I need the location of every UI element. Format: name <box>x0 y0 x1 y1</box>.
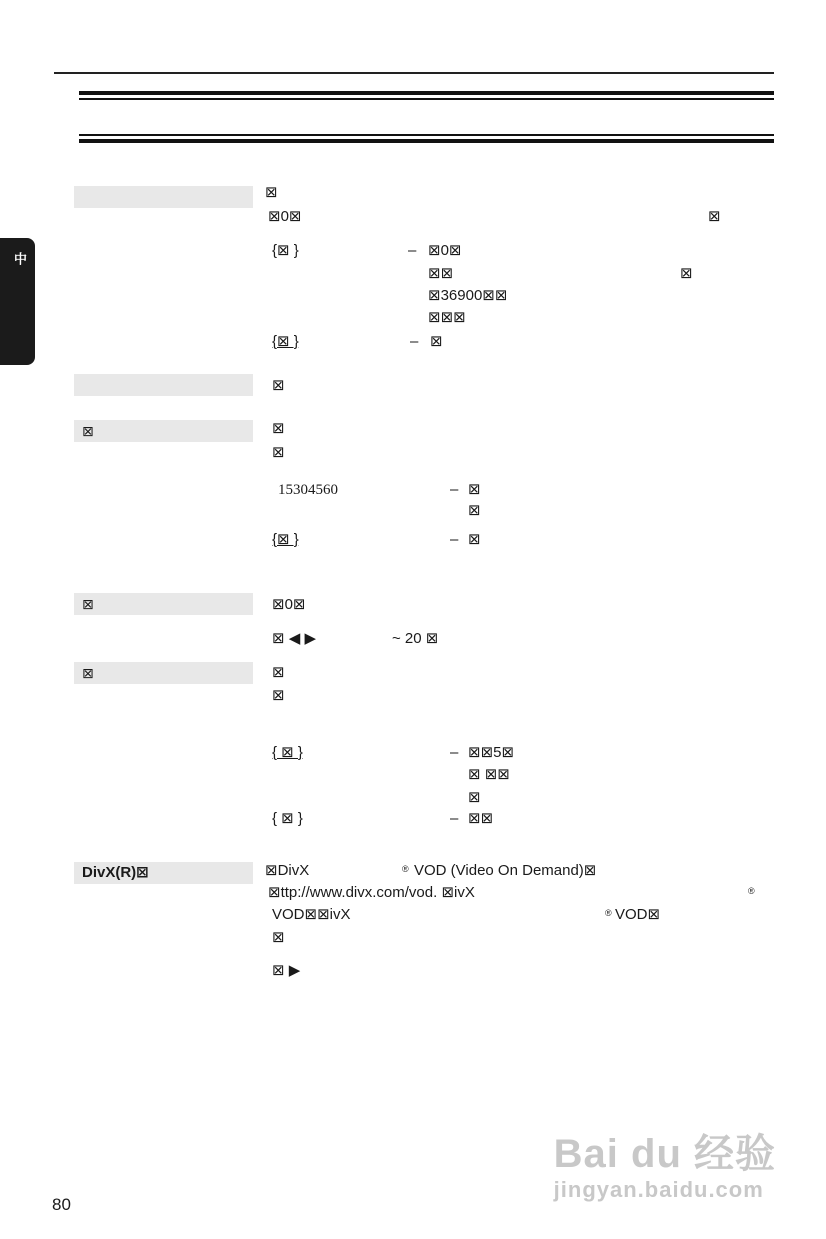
r6-reg-1: ® <box>402 864 409 874</box>
r3-option2-desc: ⊠ <box>468 531 481 548</box>
r1-option1-desc2: ⊠⊠ <box>428 265 454 282</box>
setting-label-1 <box>74 186 253 208</box>
r1-option1-dash: – <box>408 242 417 259</box>
watermark-logo-text: Bai du 经验 <box>553 1132 776 1176</box>
r1-option2: {⊠ } <box>272 333 299 350</box>
r3-line2: ⊠ <box>272 444 285 461</box>
setting-label-divx: DivX(R)⊠ <box>74 862 253 884</box>
side-tab-label: 中 <box>12 252 27 265</box>
r3-option1-dash: – <box>450 481 459 498</box>
r1-option2-dash: – <box>410 333 419 350</box>
r3-option1: 15304560 <box>278 482 338 498</box>
r6-line1-a: ⊠DivX <box>265 862 310 879</box>
r2-line1: ⊠ <box>272 377 285 394</box>
r5-line1: ⊠ <box>272 664 285 681</box>
r6-line3-b: VOD⊠ <box>615 906 661 923</box>
r4-line2: ⊠ ◀ ▶ <box>272 630 316 647</box>
title-rule-top <box>79 91 774 100</box>
title-rule-bottom <box>79 134 774 143</box>
r6-line2-a: ⊠ttp://www.divx.com/vod. ⊠ivX <box>268 884 475 901</box>
r1-option1-desc4: ⊠⊠⊠ <box>428 309 466 326</box>
r6-line5: ⊠ ▶ <box>272 962 301 979</box>
r3-line1: ⊠ <box>272 420 285 437</box>
r5-option1-desc3: ⊠ <box>468 789 481 806</box>
top-rule <box>54 72 774 74</box>
r1-line2: ⊠0⊠ <box>268 208 302 225</box>
r1-option1-desc1: ⊠0⊠ <box>428 242 462 259</box>
watermark-url: jingyan.baidu.com <box>553 1177 764 1202</box>
r5-line2: ⊠ <box>272 687 285 704</box>
r3-option2-dash: – <box>450 531 459 548</box>
r5-option1-desc2: ⊠ ⊠⊠ <box>468 766 510 783</box>
r5-option2: { ⊠ } <box>272 810 303 827</box>
r6-reg-3: ® <box>605 908 612 918</box>
language-side-tab <box>0 238 35 365</box>
r4-line2-right: ~ 20 ⊠ <box>392 630 439 647</box>
setting-label-5: ⊠ <box>74 662 253 684</box>
r5-option1: { ⊠ } <box>272 744 303 761</box>
r5-option2-dash: – <box>450 810 459 827</box>
setting-label-4: ⊠ <box>74 593 253 615</box>
r5-option1-dash: – <box>450 744 459 761</box>
r6-reg-2: ® <box>748 886 755 896</box>
r6-line3-a: VOD⊠⊠ivX <box>272 906 351 923</box>
page-number: 80 <box>52 1195 71 1214</box>
r1-option1-desc3: ⊠36900⊠⊠ <box>428 287 508 304</box>
r5-option2-desc: ⊠⊠ <box>468 810 494 827</box>
baidu-watermark <box>554 1122 776 1203</box>
r1-option1-desc1-right: ⊠ <box>680 265 693 282</box>
r6-line1-b: VOD (Video On Demand)⊠ <box>414 862 597 879</box>
r3-option2: {⊠ } <box>272 531 299 548</box>
r3-option1-desc2: ⊠ <box>468 502 481 519</box>
setting-label-2 <box>74 374 253 396</box>
r6-line4: ⊠ <box>272 929 285 946</box>
r1-line2-right: ⊠ <box>708 208 721 225</box>
r4-line1: ⊠0⊠ <box>272 596 306 613</box>
r1-line1: ⊠ <box>265 184 278 201</box>
r3-option1-desc1: ⊠ <box>468 481 481 498</box>
setting-label-3: ⊠ <box>74 420 253 442</box>
r1-option2-desc: ⊠ <box>430 333 443 350</box>
r5-option1-desc1: ⊠⊠5⊠ <box>468 744 515 761</box>
r1-option1: {⊠ } <box>272 242 299 259</box>
